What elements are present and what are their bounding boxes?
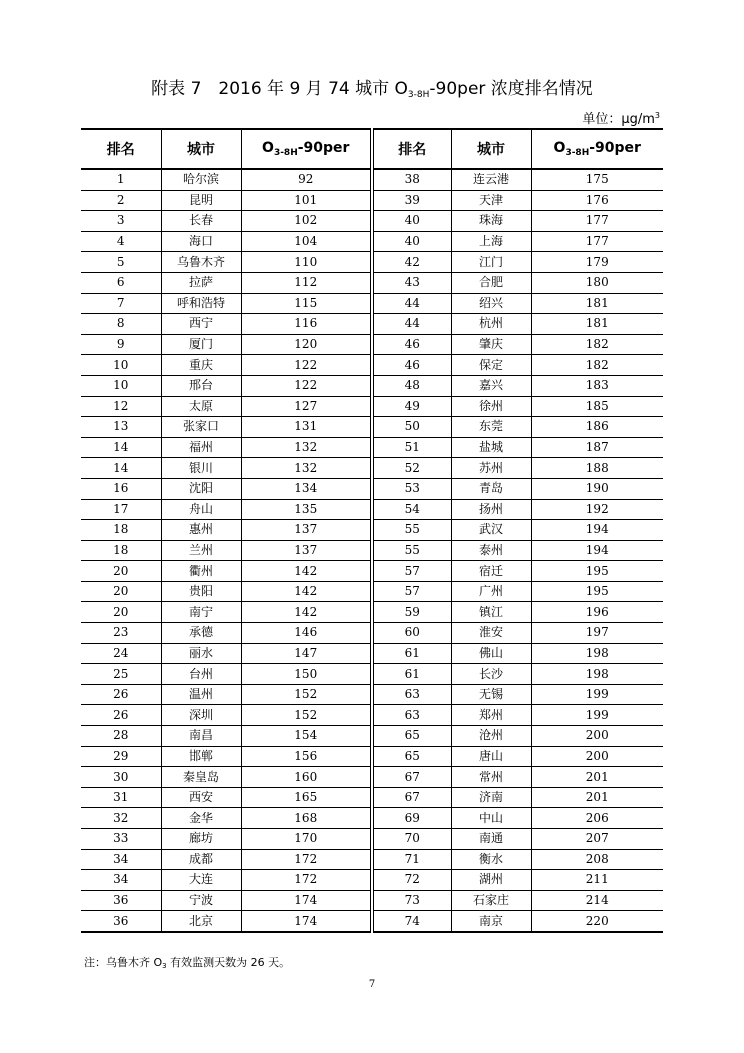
- cell-value: 192: [531, 499, 663, 520]
- table-row: [81, 890, 663, 911]
- table-row: [81, 478, 663, 499]
- cell-value: 142: [241, 602, 372, 623]
- table-row: [81, 417, 663, 438]
- cell-value: 194: [531, 540, 663, 561]
- header-rank: 排名: [372, 129, 451, 169]
- table-row: [81, 664, 663, 685]
- table-row: [81, 231, 663, 252]
- cell-city: 绍兴: [451, 293, 531, 314]
- cell-rank: 71: [372, 849, 451, 870]
- cell-value: 152: [241, 705, 372, 726]
- cell-value: 150: [241, 664, 372, 685]
- cell-rank: 34: [81, 849, 161, 870]
- cell-city: 哈尔滨: [161, 169, 241, 190]
- cell-city: 衡水: [451, 849, 531, 870]
- cell-city: 海口: [161, 231, 241, 252]
- cell-city: 徐州: [451, 396, 531, 417]
- cell-city: 扬州: [451, 499, 531, 520]
- cell-rank: 32: [81, 808, 161, 829]
- cell-rank: 13: [81, 417, 161, 438]
- cell-city: 大连: [161, 870, 241, 891]
- cell-rank: 60: [372, 623, 451, 644]
- cell-value: 168: [241, 808, 372, 829]
- table-row: [81, 849, 663, 870]
- page-title: [0, 74, 744, 100]
- cell-rank: 36: [81, 890, 161, 911]
- cell-city: 长沙: [451, 664, 531, 685]
- cell-value: 176: [531, 190, 663, 211]
- cell-rank: 63: [372, 684, 451, 705]
- cell-rank: 48: [372, 375, 451, 396]
- table-row: [81, 602, 663, 623]
- cell-rank: 74: [372, 911, 451, 932]
- cell-city: 东莞: [451, 417, 531, 438]
- cell-city: 廊坊: [161, 829, 241, 850]
- cell-city: 镇江: [451, 602, 531, 623]
- cell-value: 112: [241, 272, 372, 293]
- cell-value: 199: [531, 684, 663, 705]
- cell-value: 160: [241, 767, 372, 788]
- title-prefix: 附表 7 2016 年 9 月 74 城市 O: [151, 79, 408, 99]
- cell-rank: 1: [81, 169, 161, 190]
- cell-value: 104: [241, 231, 372, 252]
- cell-rank: 31: [81, 787, 161, 808]
- cell-city: 兰州: [161, 540, 241, 561]
- cell-rank: 34: [81, 870, 161, 891]
- cell-value: 198: [531, 664, 663, 685]
- table-row: [81, 870, 663, 891]
- table-row: [81, 334, 663, 355]
- cell-city: 丽水: [161, 643, 241, 664]
- table-row: [81, 705, 663, 726]
- cell-rank: 8: [81, 314, 161, 335]
- cell-rank: 18: [81, 540, 161, 561]
- cell-rank: 42: [372, 252, 451, 273]
- cell-city: 盐城: [451, 437, 531, 458]
- cell-rank: 54: [372, 499, 451, 520]
- cell-city: 江门: [451, 252, 531, 273]
- cell-city: 嘉兴: [451, 375, 531, 396]
- cell-city: 秦皇岛: [161, 767, 241, 788]
- cell-city: 上海: [451, 231, 531, 252]
- cell-value: 142: [241, 581, 372, 602]
- cell-rank: 72: [372, 870, 451, 891]
- cell-city: 肇庆: [451, 334, 531, 355]
- cell-rank: 55: [372, 520, 451, 541]
- cell-rank: 10: [81, 355, 161, 376]
- cell-rank: 51: [372, 437, 451, 458]
- cell-rank: 67: [372, 787, 451, 808]
- table-row: [81, 396, 663, 417]
- cell-city: 青岛: [451, 478, 531, 499]
- cell-value: 177: [531, 231, 663, 252]
- cell-rank: 63: [372, 705, 451, 726]
- cell-city: 张家口: [161, 417, 241, 438]
- cell-value: 179: [531, 252, 663, 273]
- cell-rank: 10: [81, 375, 161, 396]
- cell-city: 温州: [161, 684, 241, 705]
- cell-city: 合肥: [451, 272, 531, 293]
- table-row: [81, 726, 663, 747]
- cell-rank: 40: [372, 231, 451, 252]
- cell-city: 常州: [451, 767, 531, 788]
- table-row: [81, 272, 663, 293]
- cell-rank: 52: [372, 458, 451, 479]
- cell-rank: 20: [81, 561, 161, 582]
- table-row: [81, 808, 663, 829]
- cell-value: 181: [531, 293, 663, 314]
- cell-city: 邢台: [161, 375, 241, 396]
- cell-city: 北京: [161, 911, 241, 932]
- cell-rank: 14: [81, 458, 161, 479]
- cell-city: 舟山: [161, 499, 241, 520]
- cell-value: 197: [531, 623, 663, 644]
- cell-rank: 61: [372, 643, 451, 664]
- cell-value: 211: [531, 870, 663, 891]
- cell-value: 116: [241, 314, 372, 335]
- cell-city: 珠海: [451, 211, 531, 232]
- cell-city: 长春: [161, 211, 241, 232]
- cell-rank: 17: [81, 499, 161, 520]
- cell-city: 佛山: [451, 643, 531, 664]
- cell-rank: 26: [81, 684, 161, 705]
- cell-city: 中山: [451, 808, 531, 829]
- cell-city: 苏州: [451, 458, 531, 479]
- cell-value: 185: [531, 396, 663, 417]
- cell-value: 102: [241, 211, 372, 232]
- cell-value: 137: [241, 520, 372, 541]
- cell-rank: 49: [372, 396, 451, 417]
- table-row: [81, 684, 663, 705]
- cell-value: 220: [585, 913, 609, 928]
- cell-value: 132: [241, 437, 372, 458]
- cell-city: 贵阳: [161, 581, 241, 602]
- cell-value: 147: [241, 643, 372, 664]
- cell-rank: 3: [81, 211, 161, 232]
- cell-value: 134: [241, 478, 372, 499]
- cell-value: 115: [241, 293, 372, 314]
- cell-city: 呼和浩特: [161, 293, 241, 314]
- cell-value: 156: [241, 746, 372, 767]
- cell-value: 214: [531, 890, 663, 911]
- table-row: [81, 437, 663, 458]
- cell-city: 石家庄: [451, 890, 531, 911]
- cell-rank: 44: [372, 293, 451, 314]
- cell-rank: 12: [81, 396, 161, 417]
- table-row: [81, 540, 663, 561]
- cell-value: 182: [531, 355, 663, 376]
- cell-city: 无锡: [451, 684, 531, 705]
- cell-rank: 67: [372, 767, 451, 788]
- cell-value: 194: [531, 520, 663, 541]
- cell-rank: 28: [81, 726, 161, 747]
- cell-city: 唐山: [451, 746, 531, 767]
- cell-value: 198: [531, 643, 663, 664]
- cell-value: 146: [241, 623, 372, 644]
- cell-value: 92: [241, 169, 372, 190]
- cell-city: 银川: [161, 458, 241, 479]
- cell-city: 西宁: [161, 314, 241, 335]
- cell-city: 宿迁: [451, 561, 531, 582]
- cell-rank: 65: [372, 726, 451, 747]
- cell-city: 湖州: [451, 870, 531, 891]
- cell-rank: 26: [81, 705, 161, 726]
- cell-city: 天津: [451, 190, 531, 211]
- table-row: [81, 581, 663, 602]
- cell-rank: 20: [81, 602, 161, 623]
- cell-value: 206: [531, 808, 663, 829]
- table-row: [81, 169, 663, 190]
- cell-value: 208: [531, 849, 663, 870]
- cell-rank: 55: [372, 540, 451, 561]
- cell-city: 广州: [451, 581, 531, 602]
- cell-value: 120: [241, 334, 372, 355]
- cell-value: 175: [531, 169, 663, 190]
- cell-rank: 7: [81, 293, 161, 314]
- table-row: [81, 252, 663, 273]
- cell-city: 淮安: [451, 623, 531, 644]
- cell-city: 成都: [161, 849, 241, 870]
- header-o3: $O_{3-8H}-90per$: [531, 129, 663, 169]
- cell-value: 195: [531, 581, 663, 602]
- header-o3: $O_{3-8H}-90per$: [241, 129, 372, 169]
- cell-value: 200: [531, 746, 663, 767]
- cell-city: 厦门: [161, 334, 241, 355]
- cell-city: 连云港: [451, 169, 531, 190]
- cell-rank: 20: [81, 581, 161, 602]
- cell-city: 杭州: [451, 314, 531, 335]
- table-row: [81, 767, 663, 788]
- cell-city: 承德: [161, 623, 241, 644]
- cell-city: 武汉: [451, 520, 531, 541]
- cell-rank: 65: [372, 746, 451, 767]
- cell-rank: 36: [81, 911, 161, 932]
- table-row: [81, 314, 663, 335]
- cell-value: 200: [531, 726, 663, 747]
- table-row: [81, 520, 663, 541]
- cell-rank: 9: [81, 334, 161, 355]
- cell-rank: 73: [372, 890, 451, 911]
- cell-value: 199: [531, 705, 663, 726]
- table-row: [81, 190, 663, 211]
- header-city: 城市: [161, 129, 241, 169]
- cell-value: 195: [531, 561, 663, 582]
- cell-city: 保定: [451, 355, 531, 376]
- cell-value: 196: [531, 602, 663, 623]
- cell-rank: 70: [372, 829, 451, 850]
- table-row: [81, 293, 663, 314]
- cell-city: 深圳: [161, 705, 241, 726]
- cell-value: 190: [531, 478, 663, 499]
- cell-city: 沈阳: [161, 478, 241, 499]
- cell-city: 沧州: [451, 726, 531, 747]
- footnote: 注：乌鲁木齐 $O_3$ 有效监测天数为 26 天。: [84, 956, 291, 970]
- cell-value: 188: [531, 458, 663, 479]
- cell-value: 135: [241, 499, 372, 520]
- unit-superscript: 3: [654, 111, 660, 120]
- header-rank: 排名: [81, 129, 161, 169]
- cell-city: 邯郸: [161, 746, 241, 767]
- cell-rank: 69: [372, 808, 451, 829]
- cell-city: 南通: [451, 829, 531, 850]
- cell-rank: 24: [81, 643, 161, 664]
- cell-city: 衢州: [161, 561, 241, 582]
- table-row: [81, 746, 663, 767]
- cell-rank: 14: [81, 437, 161, 458]
- cell-value: 201: [531, 787, 663, 808]
- cell-city: 惠州: [161, 520, 241, 541]
- cell-rank: 57: [372, 581, 451, 602]
- cell-rank: 43: [372, 272, 451, 293]
- cell-value: 201: [531, 767, 663, 788]
- table-row: [81, 829, 663, 850]
- cell-rank: 18: [81, 520, 161, 541]
- cell-value: 174: [241, 890, 372, 911]
- cell-value: 165: [241, 787, 372, 808]
- title-suffix: -90per 浓度排名情况: [429, 79, 593, 99]
- table-row: [81, 623, 663, 644]
- cell-rank: 16: [81, 478, 161, 499]
- cell-city: 金华: [161, 808, 241, 829]
- cell-value: 180: [531, 272, 663, 293]
- table-body: [81, 169, 663, 932]
- unit-text: 单位：μg/m: [582, 112, 655, 127]
- cell-value: 110: [241, 252, 372, 273]
- cell-value: 154: [241, 726, 372, 747]
- cell-value: 152: [241, 684, 372, 705]
- page-number: 7: [368, 979, 376, 990]
- cell-value: 132: [241, 458, 372, 479]
- cell-city: 宁波: [161, 890, 241, 911]
- cell-value: 182: [531, 334, 663, 355]
- cell-city: 台州: [161, 664, 241, 685]
- cell-rank: 46: [372, 355, 451, 376]
- cell-value: 131: [241, 417, 372, 438]
- cell-rank: 57: [372, 561, 451, 582]
- cell-rank: 44: [372, 314, 451, 335]
- cell-rank: 23: [81, 623, 161, 644]
- cell-rank: 6: [81, 272, 161, 293]
- title-subscript: 3-8H: [407, 90, 430, 100]
- ranking-table: [81, 128, 663, 933]
- cell-city: 泰州: [451, 540, 531, 561]
- cell-city: 郑州: [451, 705, 531, 726]
- cell-city: 南京: [451, 911, 531, 932]
- table-row: [81, 911, 663, 932]
- cell-value: 172: [241, 870, 372, 891]
- cell-value: 127: [241, 396, 372, 417]
- cell-value: 207: [531, 829, 663, 850]
- cell-rank: 4: [81, 231, 161, 252]
- cell-rank: 29: [81, 746, 161, 767]
- cell-rank: 5: [81, 252, 161, 273]
- cell-rank: 2: [81, 190, 161, 211]
- table-row: [81, 561, 663, 582]
- cell-city: 乌鲁木齐: [161, 252, 241, 273]
- cell-value: 183: [531, 375, 663, 396]
- table-row: [81, 499, 663, 520]
- cell-value: 101: [241, 190, 372, 211]
- cell-value: 122: [241, 375, 372, 396]
- table-row: [81, 643, 663, 664]
- cell-city: 福州: [161, 437, 241, 458]
- cell-value: 186: [531, 417, 663, 438]
- cell-value: 172: [241, 849, 372, 870]
- cell-city: 太原: [161, 396, 241, 417]
- cell-value: 170: [241, 829, 372, 850]
- unit-label: [582, 108, 660, 127]
- cell-city: 昆明: [161, 190, 241, 211]
- cell-rank: 40: [372, 211, 451, 232]
- table-row: [81, 787, 663, 808]
- cell-value: 177: [531, 211, 663, 232]
- cell-city: 南昌: [161, 726, 241, 747]
- table-row: [81, 458, 663, 479]
- cell-rank: 25: [81, 664, 161, 685]
- cell-value: 174: [241, 911, 372, 932]
- cell-city: 拉萨: [161, 272, 241, 293]
- cell-rank: 46: [372, 334, 451, 355]
- cell-rank: 38: [372, 169, 451, 190]
- table-row: [81, 211, 663, 232]
- table-row: [81, 355, 663, 376]
- table-header-row: [81, 129, 663, 169]
- cell-rank: 50: [372, 417, 451, 438]
- cell-rank: 61: [372, 664, 451, 685]
- cell-value: 122: [241, 355, 372, 376]
- cell-value: 137: [241, 540, 372, 561]
- cell-value: 187: [531, 437, 663, 458]
- cell-city: 西安: [161, 787, 241, 808]
- cell-rank: 39: [372, 190, 451, 211]
- cell-rank: 53: [372, 478, 451, 499]
- cell-city: 南宁: [161, 602, 241, 623]
- table-row: [81, 375, 663, 396]
- cell-rank: 33: [81, 829, 161, 850]
- cell-value: 142: [241, 561, 372, 582]
- cell-city: 济南: [451, 787, 531, 808]
- cell-city: 重庆: [161, 355, 241, 376]
- cell-rank: 59: [372, 602, 451, 623]
- cell-value: 181: [531, 314, 663, 335]
- header-city: 城市: [451, 129, 531, 169]
- cell-rank: 30: [81, 767, 161, 788]
